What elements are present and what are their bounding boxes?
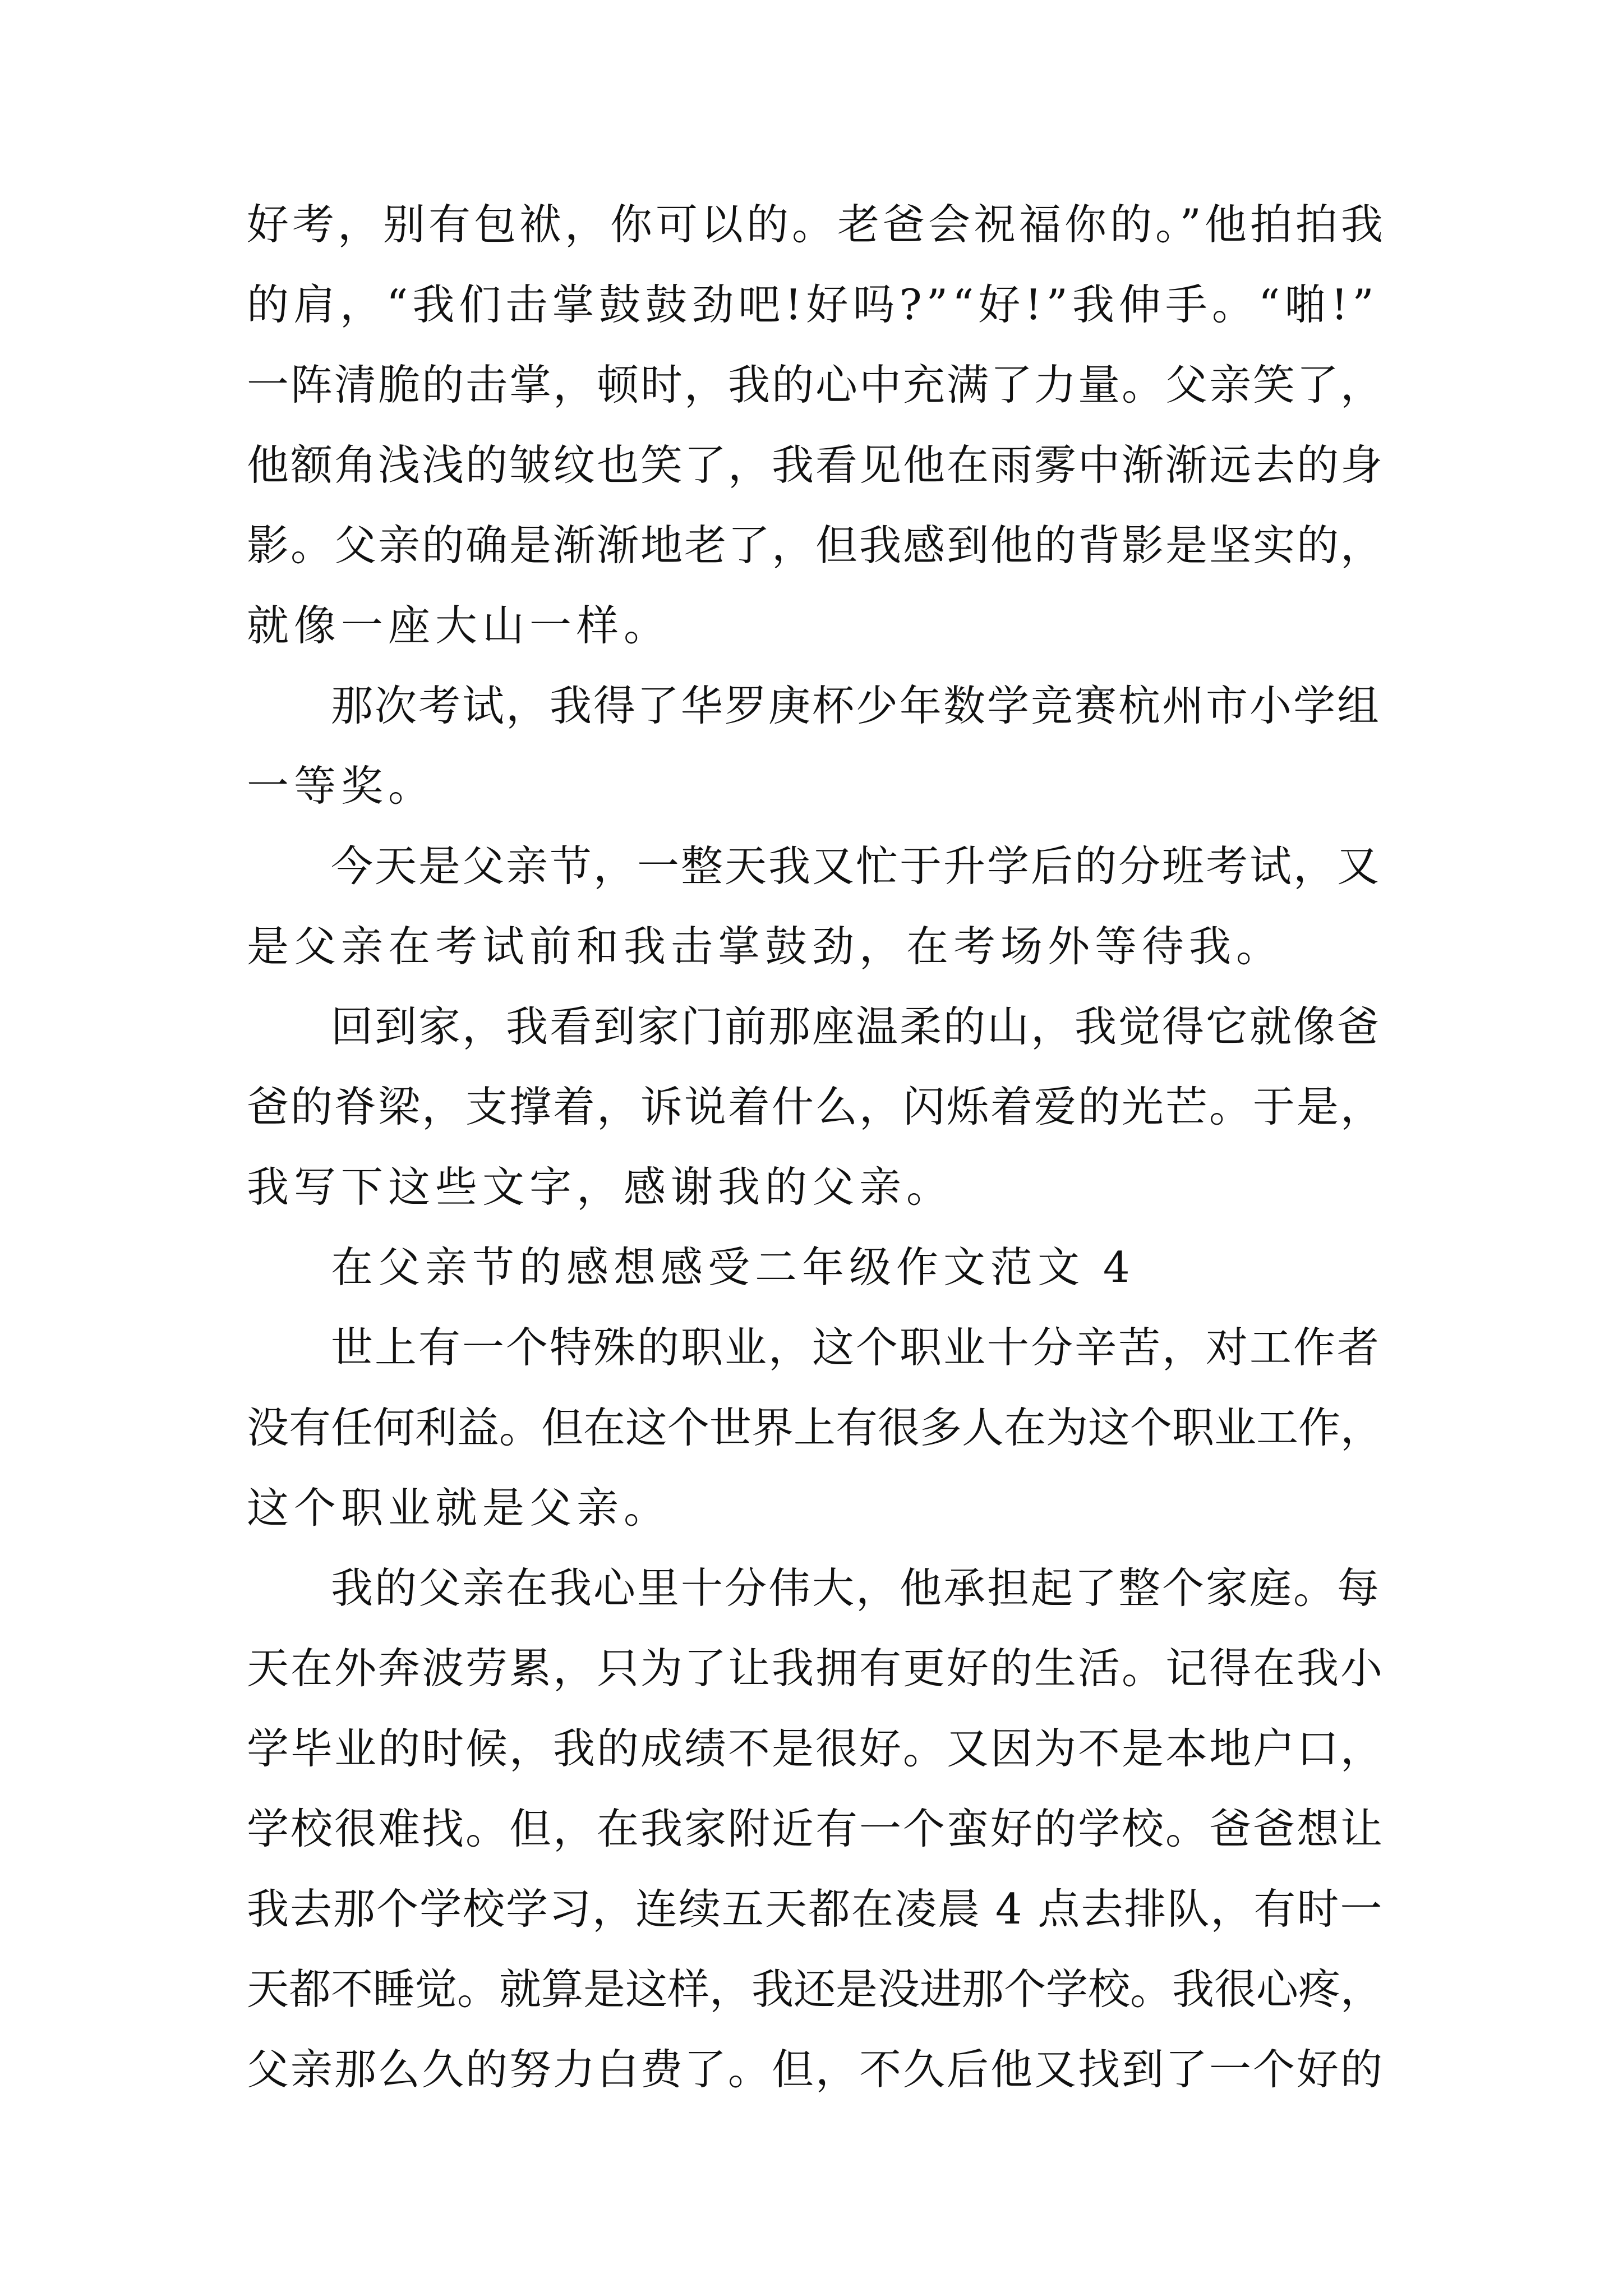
text-line: 影。父亲的确是渐渐地老了，但我感到他的背影是坚实的， (247, 521, 1385, 570)
text-line: 没有任何利益。但在这个世界上有很多人在为这个职业工作， (247, 1403, 1383, 1452)
text-line: 好考，别有包袱，你可以的。老爸会祝福你的。”他拍拍我 (247, 200, 1386, 249)
text-line: 一等奖。 (247, 761, 436, 811)
text-line: 天都不睡觉。就算是这样，我还是没进那个学校。我很心疼， (247, 1964, 1383, 2014)
section-heading: 在父亲节的感想感受二年级作文范文 4 (331, 1243, 1135, 1292)
text-line: 就像一座大山一样。 (247, 601, 671, 650)
paragraph-first-line: 世上有一个特殊的职业，这个职业十分辛苦，对工作者 (331, 1323, 1381, 1372)
text-line: 我写下这些文字，感谢我的父亲。 (247, 1162, 954, 1212)
text-line: 这个职业就是父亲。 (247, 1483, 671, 1533)
paragraph-first-line: 那次考试，我得了华罗庚杯少年数学竞赛杭州市小学组 (331, 681, 1381, 730)
text-line: 的肩，“我们击掌鼓鼓劲吧!好吗?”“好!”我伸手。“啪!” (247, 280, 1378, 329)
text-line: 学校很难找。但，在我家附近有一个蛮好的学校。爸爸想让 (247, 1804, 1385, 1853)
text-line: 天在外奔波劳累，只为了让我拥有更好的生活。记得在我小 (247, 1644, 1385, 1693)
paragraph-first-line: 回到家，我看到家门前那座温柔的山，我觉得它就像爸 (331, 1002, 1381, 1051)
text-line: 他额角浅浅的皱纹也笑了，我看见他在雨雾中渐渐远去的身 (247, 440, 1385, 490)
paragraph-first-line: 今天是父亲节，一整天我又忙于升学后的分班考试，又 (331, 841, 1381, 891)
text-line: 我去那个学校学习，连续五天都在凌晨 4 点去排队，有时一 (247, 1884, 1384, 1934)
text-line: 是父亲在考试前和我击掌鼓劲，在考场外等待我。 (247, 922, 1284, 971)
text-line: 学毕业的时候，我的成绩不是很好。又因为不是本地户口， (247, 1724, 1385, 1773)
paragraph-first-line: 我的父亲在我心里十分伟大，他承担起了整个家庭。每 (331, 1563, 1381, 1613)
text-line: 一阵清脆的击掌，顿时，我的心中充满了力量。父亲笑了， (247, 360, 1385, 409)
text-line: 爸的脊梁，支撑着，诉说着什么，闪烁着爱的光芒。于是， (247, 1082, 1385, 1131)
text-line: 父亲那么久的努力白费了。但，不久后他又找到了一个好的 (247, 2045, 1385, 2094)
